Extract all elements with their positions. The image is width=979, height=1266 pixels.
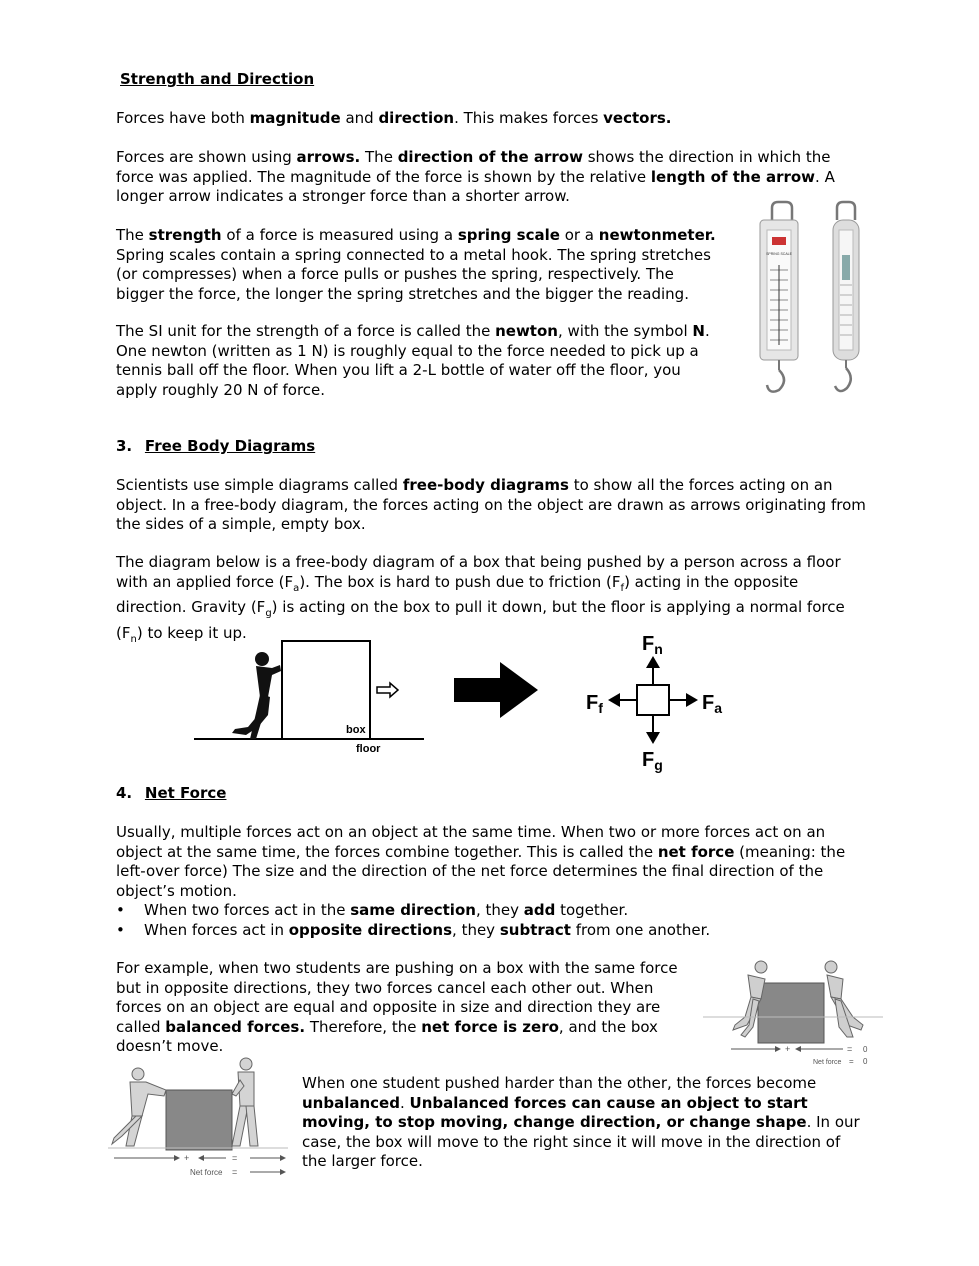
equals-sign: = — [847, 1044, 853, 1054]
text: from one another. — [570, 920, 711, 939]
bullet-icon: • — [116, 920, 125, 939]
term-newton: newton — [495, 322, 558, 340]
person-silhouette — [232, 652, 281, 739]
term-free-body: free-body diagrams — [402, 476, 569, 494]
text: , they — [475, 901, 524, 919]
text: ) is acting on the box to pull it down, but the floor is applying a normal force (F — [116, 598, 845, 642]
text: ). The box is hard to push due to friction (F — [299, 572, 621, 591]
sub-g: g — [265, 608, 272, 619]
sub-n: n — [130, 633, 137, 645]
gravity-arrowhead — [646, 732, 660, 744]
applied-arrowhead — [686, 693, 698, 707]
text: . This makes forces — [454, 109, 604, 127]
text: The diagram below is a free-body diagram of a box that being pushed by a person across a floor with an applied force (F — [116, 553, 841, 591]
box-label: box — [346, 724, 366, 736]
term-strength: strength — [148, 226, 222, 244]
zero: 0 — [863, 1045, 868, 1054]
text: and — [340, 109, 379, 127]
bullet-list — [116, 901, 866, 940]
student-right — [825, 961, 863, 1037]
text: together. — [555, 901, 629, 919]
text: . In our case, the box will move to the right since it will move in the direction of the larger force. — [302, 1113, 860, 1170]
label-fa: $F_a$ — [702, 692, 723, 716]
net-p2 — [116, 959, 688, 1057]
term-net-zero: net force is zero — [421, 1017, 559, 1036]
strength-p3 — [116, 226, 716, 304]
section-number: 3. — [116, 437, 133, 455]
text: (meaning: the left-over force) The size and the direction of the net force determines the final direction of the object’s motion. — [116, 842, 846, 900]
net-force-label: Net force — [190, 1168, 223, 1177]
term-balanced: balanced forces. — [165, 1017, 306, 1036]
text: The — [360, 148, 398, 166]
net-force-heading — [116, 784, 226, 802]
term: opposite directions — [288, 920, 453, 939]
plus-sign: + — [785, 1044, 791, 1054]
bullet-item — [116, 901, 866, 921]
floor-label: floor — [356, 743, 381, 755]
term: subtract — [499, 920, 571, 939]
text: to show all the forces acting on an object. In a free-body diagram, the forces acting on the object are drawn as arrows originating from the sides of a simple, empty box. — [116, 476, 866, 533]
text: Forces have both — [116, 109, 250, 127]
zero: 0 — [863, 1057, 868, 1066]
strength-p2 — [116, 148, 866, 207]
equals-sign: = — [232, 1167, 238, 1177]
text: Therefore, the — [305, 1017, 422, 1036]
net-p1 — [116, 823, 866, 901]
term-newtonmeter: newtonmeter. — [598, 226, 716, 244]
fbd-p1 — [116, 476, 866, 535]
term-arrows: arrows. — [296, 148, 361, 166]
term-n: N — [692, 322, 705, 340]
push-box — [758, 983, 824, 1043]
balanced-forces-illustration — [703, 955, 883, 1070]
term-vectors: vectors. — [603, 109, 672, 127]
scale-label: SPRING SCALE — [766, 252, 792, 256]
equals-sign: = — [232, 1153, 238, 1163]
plus-sign: + — [184, 1153, 190, 1163]
term-unbalanced: unbalanced — [302, 1093, 400, 1112]
heading-text: Free Body Diagrams — [144, 437, 316, 455]
bullet-icon: • — [116, 901, 125, 919]
text: For example, when two students are pushing on a box with the same force but in opposite directions, they two forces cancel each other out. When forces on an object are equal and opposite in size and direction they are called — [116, 959, 678, 1036]
text: shows the direction in which the force was applied. The magnitude of the force is shown by the relative — [116, 148, 831, 186]
free-body-diagram — [580, 628, 730, 776]
label-ff: $F_f$ — [586, 692, 603, 716]
term: same direction — [350, 901, 476, 919]
student-right — [232, 1058, 258, 1146]
text: . — [399, 1093, 410, 1112]
term-unbalanced-effects: Unbalanced forces can cause an object to start moving, to stop moving, change direction, or change shape — [302, 1093, 808, 1131]
label-fn: $F_n$ — [642, 633, 663, 657]
strength-p1 — [116, 109, 866, 129]
strength-p4 — [116, 322, 721, 400]
heading-text: Net Force — [144, 784, 227, 802]
spring-scales-illustration — [755, 200, 870, 400]
student-left — [112, 1068, 166, 1146]
unbalanced-forces-illustration — [108, 1050, 288, 1180]
text: . A longer arrow indicates a stronger force than a shorter arrow. — [116, 167, 835, 205]
sub-f: f — [620, 582, 625, 594]
term-length-arrow: length of the arrow — [650, 167, 816, 186]
equals-sign: = — [849, 1057, 854, 1066]
push-box — [166, 1090, 232, 1150]
friction-arrowhead — [608, 693, 620, 707]
fbd-box — [637, 685, 669, 715]
text: . One newton (written as 1 N) is roughly equal to the force needed to pick up a tennis ball off the floor. When you lift a 2-L bottle of water off the floor, you apply roughly 20 N of force. — [116, 322, 710, 399]
text: or a — [559, 226, 599, 244]
heading-text: Strength and Direction — [120, 70, 315, 88]
bullet-item — [116, 921, 866, 941]
term-spring-scale: spring scale — [457, 226, 560, 244]
text: The — [116, 226, 149, 244]
strength-direction-heading — [120, 70, 314, 88]
term-net-force: net force — [657, 842, 735, 861]
big-right-arrow-icon — [452, 660, 542, 720]
text: of a force is measured using a — [221, 226, 458, 244]
term-direction-arrow: direction of the arrow — [397, 148, 583, 166]
text: Forces are shown using — [116, 148, 297, 166]
text: When forces act in — [144, 920, 289, 939]
box-push-diagram — [190, 635, 430, 760]
section-number: 4. — [116, 784, 133, 802]
term-direction: direction — [378, 109, 455, 127]
sub-a: a — [293, 582, 300, 594]
text: , they — [452, 920, 500, 939]
push-arrow-icon — [377, 683, 398, 697]
text: When two forces act in the — [144, 901, 351, 919]
text: Usually, multiple forces act on an object at the same time. When two or more forces act on an object at the same time, the forces combine together. This is called the — [116, 823, 826, 861]
label-fg: $F_g$ — [642, 749, 663, 773]
term-magnitude: magnitude — [249, 109, 341, 127]
term: add — [523, 901, 556, 919]
text: When one student pushed harder than the other, the forces become — [302, 1074, 817, 1092]
text: ) to keep it up. — [136, 623, 247, 642]
text: ) acting in the opposite direction. Gravity (F — [116, 572, 799, 616]
text: The SI unit for the strength of a force is called the — [116, 322, 496, 340]
text: , with the symbol — [557, 322, 693, 340]
fbd-heading — [116, 437, 315, 455]
text: , and the box doesn’t move. — [116, 1017, 658, 1055]
text: Scientists use simple diagrams called — [116, 476, 403, 494]
normal-force-arrowhead — [646, 656, 660, 668]
text: Spring scales contain a spring connected to a metal hook. The spring stretches (or compresses) when a force pulls or pushes the spring, respectively. The bigger the force, the longer the spring stretches and the bigger the reading. — [116, 245, 711, 303]
net-force-label: Net force — [813, 1059, 842, 1066]
net-p3 — [302, 1074, 868, 1172]
